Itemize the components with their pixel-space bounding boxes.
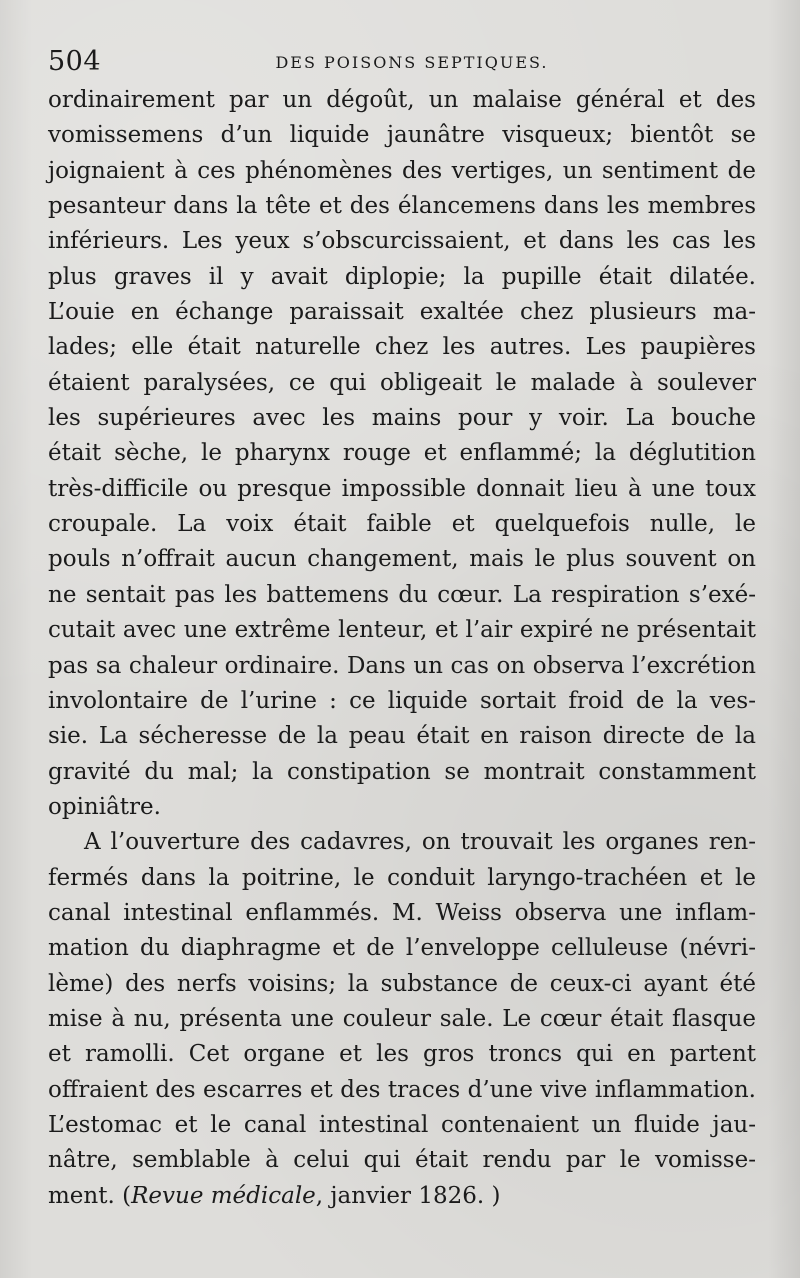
text-line: plus graves il y avait diplopie; la pupille était dilatée. bbox=[48, 263, 756, 290]
text-line: sie. La sécheresse de la peau était en raison directe de la bbox=[48, 723, 756, 750]
text-line: mise à nu, présenta une couleur sale. Le cœur était flasque bbox=[48, 1005, 756, 1032]
body-text bbox=[48, 83, 756, 1214]
text-line: vomissemens d’un liquide jaunâtre visqueux; bientôt se bbox=[48, 122, 756, 149]
text-line: lades; elle était naturelle chez les autres. Les paupières bbox=[48, 334, 756, 361]
text-line: pesanteur dans la tête et des élancemens dans les membres bbox=[48, 193, 756, 220]
text-line: ne sentait pas les battemens du cœur. La respiration s’exé- bbox=[48, 581, 756, 608]
text-line: canal intestinal enflammés. M. Weiss observa une inflam- bbox=[48, 899, 756, 926]
text-line: croupale. La voix était faible et quelquefois nulle, le bbox=[48, 511, 756, 538]
text-line: étaient paralysées, ce qui obligeait le malade à soulever bbox=[48, 369, 756, 396]
text-line: ordinairement par un dégoût, un malaise général et des bbox=[48, 87, 756, 113]
text-line: les supérieures avec les mains pour y voir. La bouche bbox=[48, 405, 756, 432]
text-line: nâtre, semblable à celui qui était rendu par le vomisse- bbox=[48, 1147, 756, 1174]
text-line: mation du diaphragme et de l’enveloppe celluleuse (névri- bbox=[48, 935, 756, 962]
text-line: très-difficile ou presque impossible donnait lieu à une toux bbox=[48, 475, 756, 502]
text-line: inférieurs. Les yeux s’obscurcissaient, et dans les cas les bbox=[48, 228, 756, 255]
text-line: pouls n’offrait aucun changement, mais le plus souvent on bbox=[48, 546, 756, 573]
text-line: L’ouie en échange paraissait exaltée chez plusieurs ma- bbox=[48, 299, 756, 326]
paragraph-2 bbox=[48, 825, 756, 1214]
text-line: A l’ouverture des cadavres, on trouvait les organes ren- bbox=[84, 829, 756, 856]
running-head: DES POISONS SEPTIQUES. bbox=[275, 53, 549, 72]
text-line: et ramolli. Cet organe et les gros troncs qui en partent bbox=[48, 1041, 756, 1068]
text-line: gravité du mal; la constipation se montrait constamment bbox=[48, 758, 756, 785]
paragraph-1 bbox=[48, 83, 756, 825]
page-header bbox=[48, 44, 758, 80]
text-line: opiniâtre. bbox=[48, 793, 161, 820]
text-line: lème) des nerfs voisins; la substance de ceux-ci ayant été bbox=[48, 970, 756, 997]
page-number: 504 bbox=[48, 46, 102, 77]
text-line: fermés dans la poitrine, le conduit laryngo-trachéen et le bbox=[48, 864, 756, 891]
text-line: cutait avec une extrême lenteur, et l’air expiré ne présentait bbox=[48, 617, 756, 644]
text-line: offraient des escarres et des traces d’une vive inflammation. bbox=[48, 1076, 756, 1103]
text-line: pas sa chaleur ordinaire. Dans un cas on observa l’excrétion bbox=[48, 652, 756, 679]
text-line: était sèche, le pharynx rouge et enflammé; la déglutition bbox=[48, 440, 756, 467]
text-line: involontaire de l’urine : ce liquide sortait froid de la ves- bbox=[48, 687, 756, 714]
text-line: joignaient à ces phénomènes des vertiges, un sentiment de bbox=[48, 157, 756, 184]
citation-date: , janvier 1826. ) bbox=[315, 1182, 501, 1209]
journal-citation: Revue médicale bbox=[131, 1182, 316, 1209]
citation-line-start: ment. ( bbox=[48, 1182, 132, 1209]
text-line: L’estomac et le canal intestinal contenaient un fluide jau- bbox=[48, 1111, 756, 1138]
citation-line bbox=[48, 1179, 756, 1214]
